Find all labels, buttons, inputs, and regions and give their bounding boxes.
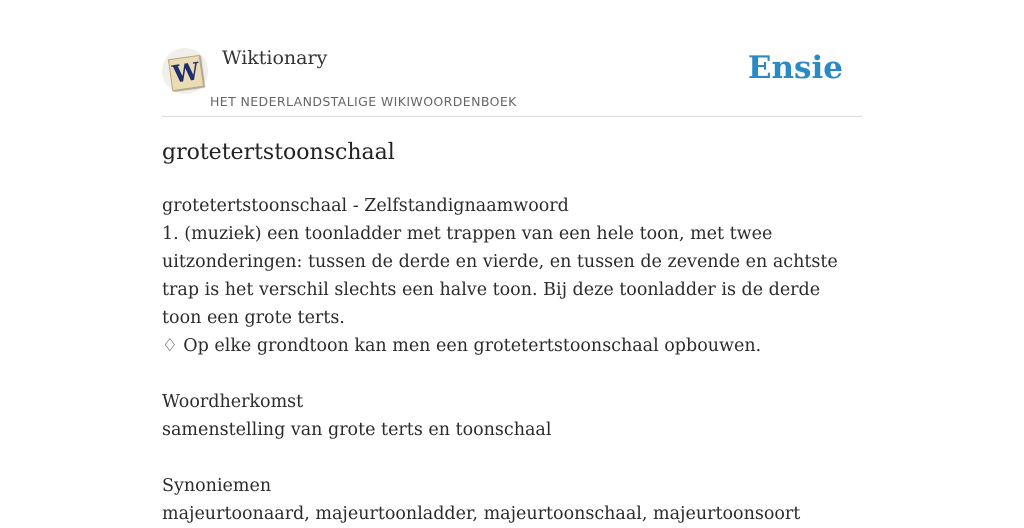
entry-heading: grotetertstoonschaal - Zelfstandignaamwoord — [162, 196, 569, 216]
synonyms-text: majeurtoonaard, majeurtoonladder, majeurtoonschaal, majeurtoonsoort — [162, 504, 801, 524]
entry-example: ♢ Op elke grondtoon kan men een grotetertstoonschaal opbouwen. — [162, 336, 762, 356]
entry-definition: 1. (muziek) een toonladder met trappen van een hele toon, met twee uitzonderingen: tussen de derde en vierde, en tussen de zevende en achtste trap is het verschil slechts een halve toon. Bij deze toonladder is de derde toon een grote terts. — [162, 224, 838, 328]
spacer — [162, 444, 862, 472]
entry-content — [162, 192, 862, 528]
etymology-text: samenstelling van grote terts en toonschaal — [162, 420, 552, 440]
etymology-heading: Woordherkomst — [162, 392, 304, 412]
site-header — [162, 44, 862, 117]
wiktionary-logo-icon[interactable] — [162, 48, 208, 94]
site-name[interactable]: Wiktionary — [222, 47, 328, 69]
page-title: grotetertstoonschaal — [162, 140, 395, 165]
site-tagline: HET NEDERLANDSTALIGE WIKIWOORDENBOEK — [210, 94, 517, 109]
ensie-brand-logo[interactable]: Ensie — [747, 50, 843, 86]
spacer — [162, 360, 862, 388]
logo-letter: W — [168, 55, 204, 91]
synonyms-heading: Synoniemen — [162, 476, 272, 496]
